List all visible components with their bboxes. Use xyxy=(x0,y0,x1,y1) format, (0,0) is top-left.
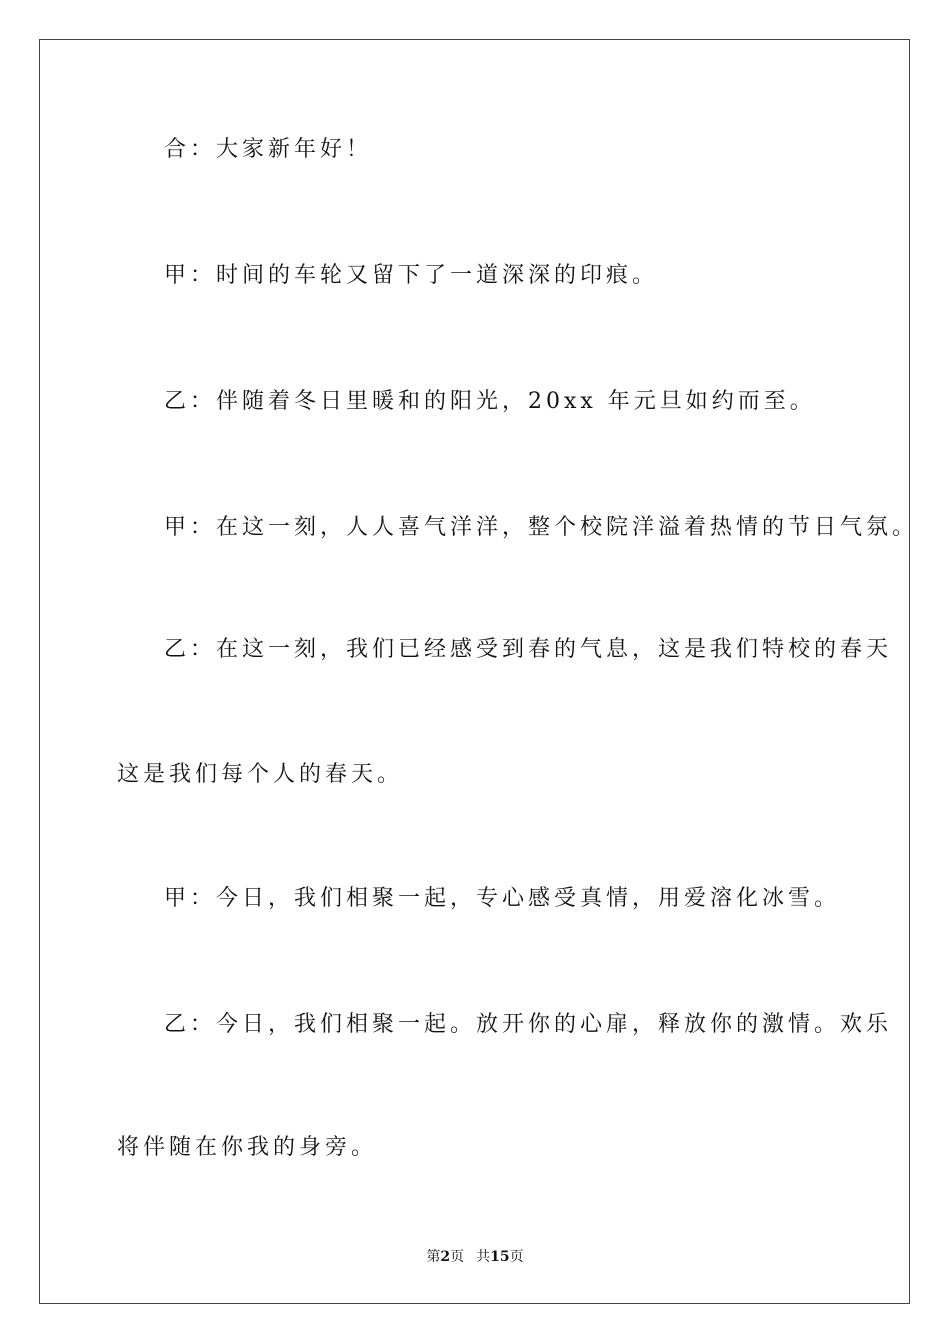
page-prefix: 第 xyxy=(426,1249,441,1265)
total-pages: 15 xyxy=(490,1249,510,1265)
dialogue-line-1: 合：大家新年好！ xyxy=(164,137,373,162)
dialogue-line-7: 乙：今日，我们相聚一起。放开你的心扉，释放你的激情。欢乐 xyxy=(164,1012,893,1037)
page-border xyxy=(39,39,910,1304)
dialogue-line-2: 甲：时间的车轮又留下了一道深深的印痕。 xyxy=(164,263,659,288)
total-suffix: 页 xyxy=(509,1249,524,1265)
dialogue-line-4: 甲：在这一刻，人人喜气洋洋，整个校院洋溢着热情的节日气氛。 xyxy=(164,515,919,540)
dialogue-line-7-continuation: 将伴随在你我的身旁。 xyxy=(117,1135,378,1160)
dialogue-line-5: 乙：在这一刻，我们已经感受到春的气息，这是我们特校的春天 xyxy=(164,637,893,662)
page-number: 2 xyxy=(440,1249,451,1265)
page-footer xyxy=(0,1248,950,1266)
page-suffix: 页 xyxy=(450,1249,465,1265)
dialogue-line-3: 乙：伴随着冬日里暖和的阳光，20xx 年元旦如约而至。 xyxy=(164,389,816,414)
total-prefix: 共 xyxy=(476,1249,491,1265)
dialogue-line-6: 甲：今日，我们相聚一起，专心感受真情，用爱溶化冰雪。 xyxy=(164,886,841,911)
dialogue-line-5-continuation: 这是我们每个人的春天。 xyxy=(117,762,404,787)
